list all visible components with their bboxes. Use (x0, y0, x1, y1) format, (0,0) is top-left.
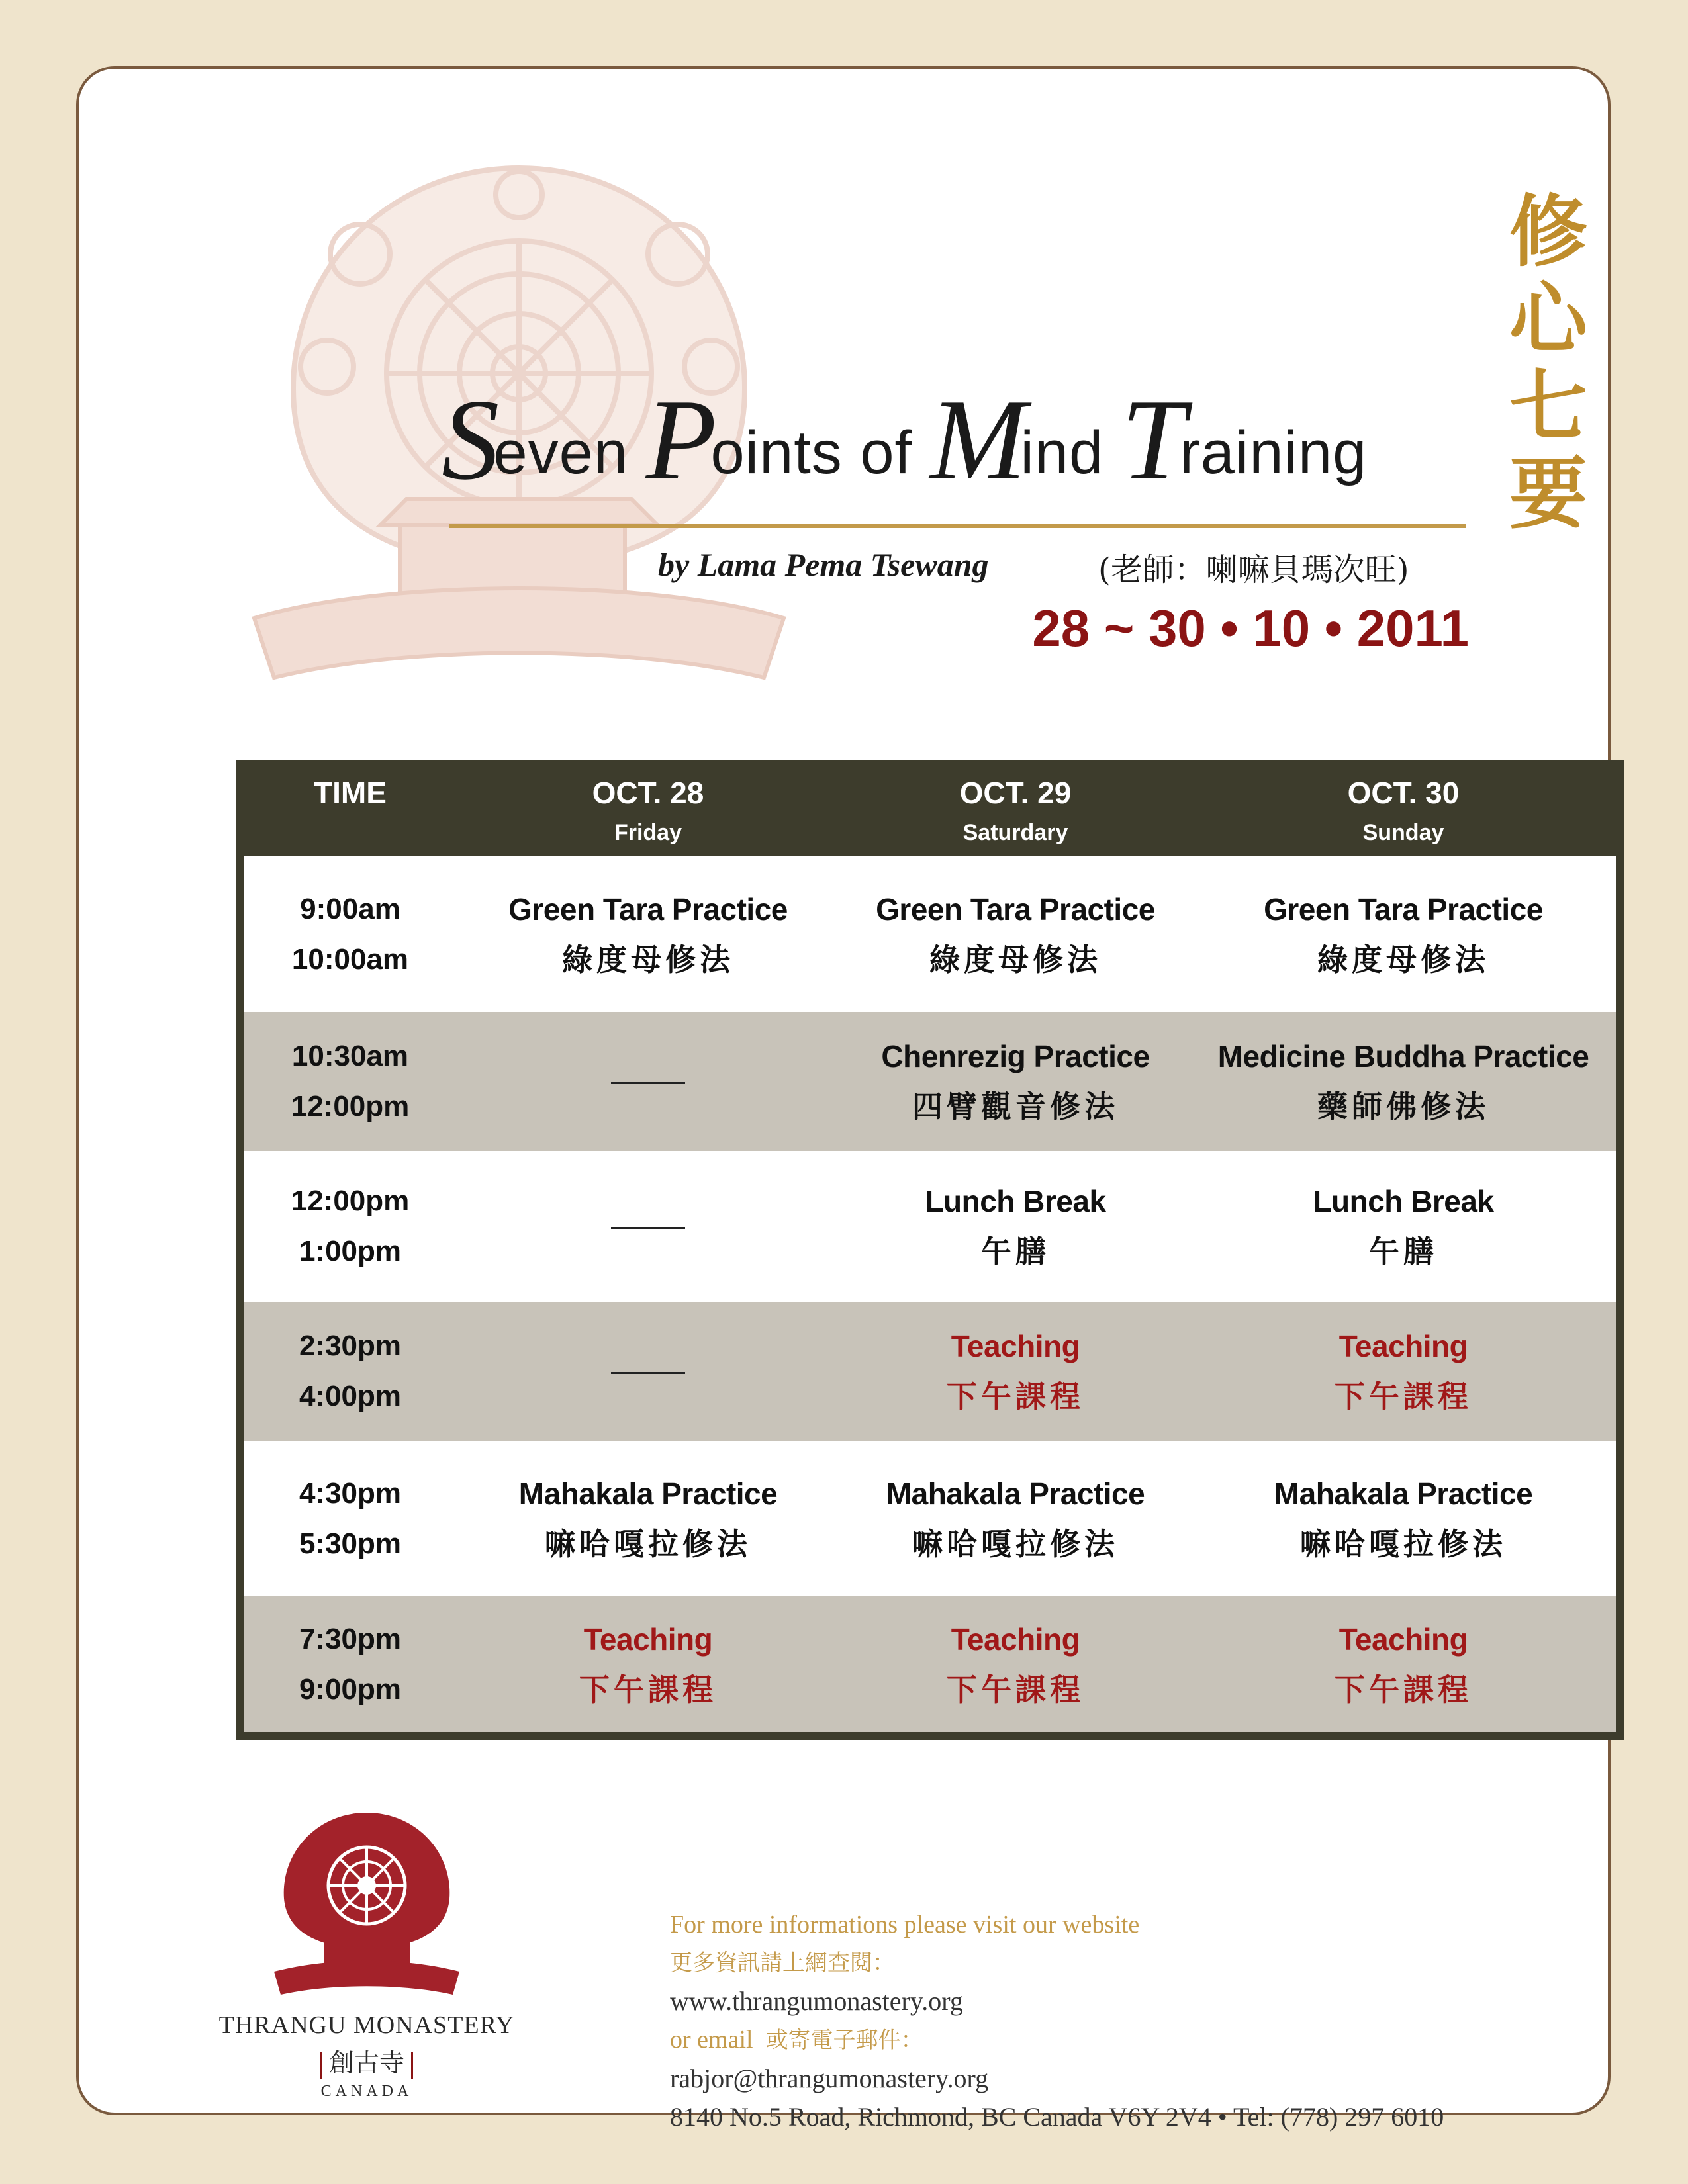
email-label-line (670, 2021, 1444, 2060)
header-day (840, 760, 1191, 856)
session-cell (1191, 1469, 1616, 1569)
teacher-byline: by Lama Pema Tsewang (658, 546, 989, 583)
header-weekday: Sunday (1362, 820, 1444, 845)
session-cell (1191, 1176, 1616, 1277)
session-cell (456, 1469, 840, 1569)
end-time: 4:00pm (299, 1380, 402, 1412)
divider (320, 2052, 322, 2079)
session-en: Lunch Break (1313, 1184, 1494, 1218)
session-en: Mahakala Practice (1274, 1476, 1533, 1511)
start-time: 2:30pm (299, 1330, 402, 1362)
session-en: Teaching (951, 1621, 1080, 1657)
session-cell (840, 1031, 1191, 1132)
session-en: Teaching (1338, 1329, 1468, 1363)
session-cell (840, 1321, 1191, 1422)
title-underline (449, 524, 1466, 528)
title-word: oints of (710, 419, 930, 486)
end-time: 10:00am (291, 942, 409, 976)
session-zh: 下午課程 (1335, 1671, 1472, 1707)
title-word: ind (1020, 419, 1121, 486)
start-time: 9:00am (300, 892, 400, 925)
session-zh: 下午課程 (579, 1671, 717, 1707)
time-cell (244, 1469, 456, 1569)
header-time-label: TIME (314, 776, 387, 810)
info-line: For more informations please visit our website (670, 1911, 1140, 1938)
header-weekday: Saturdary (962, 820, 1068, 845)
title-cn-char: 要 (1509, 448, 1587, 539)
no-session-dash (611, 1227, 685, 1229)
session-zh: 午膳 (1369, 1234, 1438, 1269)
website-link[interactable]: www.thrangumonastery.org (670, 1986, 963, 2016)
start-time: 10:30am (291, 1040, 409, 1072)
title-initial: M (929, 375, 1027, 504)
event-dates: 28 ~ 30 • 10 • 2011 (1032, 599, 1469, 657)
session-zh: 嘛哈嘎拉修法 (545, 1525, 751, 1562)
title-word: raining (1180, 419, 1368, 486)
session-cell (456, 884, 840, 985)
session-en: Green Tara Practice (1264, 891, 1543, 927)
time-cell (244, 884, 456, 985)
end-time: 1:00pm (299, 1235, 402, 1267)
session-en: Green Tara Practice (508, 891, 788, 927)
session-zh: 下午課程 (1335, 1379, 1472, 1414)
session-en: Lunch Break (925, 1184, 1106, 1218)
header-date: OCT. 29 (959, 776, 1072, 810)
session-en: Teaching (583, 1621, 713, 1657)
session-zh: 綠度母修法 (929, 941, 1102, 978)
time-cell (244, 1614, 456, 1715)
session-en: Mahakala Practice (518, 1476, 778, 1511)
session-en: Mahakala Practice (886, 1476, 1145, 1511)
logo-chinese-name (218, 2042, 516, 2079)
time-cell (244, 1031, 456, 1132)
start-time: 7:30pm (299, 1622, 402, 1655)
start-time: 12:00pm (291, 1185, 410, 1217)
session-en: Teaching (951, 1329, 1080, 1363)
time-cell (244, 1176, 456, 1277)
empty-session-cell (456, 1365, 840, 1377)
end-time: 12:00pm (291, 1090, 410, 1122)
header-time (244, 760, 456, 856)
chinese-vertical-title (1499, 188, 1598, 537)
title-word: even (493, 419, 646, 486)
header-day (456, 760, 840, 856)
session-zh: 嘛哈嘎拉修法 (912, 1525, 1119, 1562)
header-date: OCT. 30 (1347, 776, 1460, 810)
session-cell (840, 1469, 1191, 1569)
schedule-row (244, 1596, 1616, 1732)
header-date: OCT. 28 (592, 776, 704, 810)
session-en: Medicine Buddha Practice (1217, 1039, 1589, 1073)
session-zh: 下午課程 (947, 1379, 1084, 1414)
empty-session-cell (456, 1075, 840, 1087)
empty-session-cell (456, 1220, 840, 1232)
email-label: or email (670, 2026, 753, 2054)
schedule-row (244, 1302, 1616, 1441)
email-label-cn: 或寄電子郵件： (765, 2027, 923, 2054)
no-session-dash (611, 1372, 685, 1374)
title-cn-char: 修 (1509, 186, 1587, 277)
session-zh: 綠度母修法 (1317, 941, 1489, 978)
session-cell (1191, 1614, 1616, 1715)
title-initial: S (442, 375, 500, 504)
dharma-wheel-logo-icon (218, 1806, 516, 2005)
contact-info (670, 1905, 1444, 2136)
logo-name: THRANGU MONASTERY (218, 2011, 515, 2039)
header-weekday: Friday (614, 820, 682, 845)
no-session-dash (611, 1082, 685, 1084)
schedule-table (236, 760, 1624, 1740)
session-cell (1191, 1321, 1616, 1422)
session-cell (840, 884, 1191, 985)
logo-country: CANADA (320, 2083, 413, 2100)
end-time: 5:30pm (299, 1527, 402, 1560)
info-line-cn: 更多資訊請上網查閱： (670, 1950, 895, 1976)
session-zh: 四臂觀音修法 (912, 1089, 1119, 1124)
title-initial: T (1121, 375, 1187, 504)
event-title (442, 375, 1474, 504)
session-zh: 午膳 (981, 1234, 1050, 1269)
header-day (1191, 760, 1616, 856)
teacher-name-chinese: (老師：喇嘛貝瑪次旺) (1098, 551, 1409, 588)
address-phone: 8140 No.5 Road, Richmond, BC Canada V6Y 2V4 • Tel: (778) 297 6010 (670, 2102, 1444, 2132)
session-en: Teaching (1338, 1621, 1468, 1657)
title-initial: P (645, 375, 718, 504)
session-cell (456, 1614, 840, 1715)
schedule-row (244, 1012, 1616, 1151)
session-cell (840, 1614, 1191, 1715)
title-cn-char: 七 (1509, 361, 1587, 452)
time-cell (244, 1321, 456, 1422)
schedule-row (244, 856, 1616, 1012)
logo-cn-text: 創古寺 (328, 2048, 404, 2077)
session-zh: 下午課程 (947, 1671, 1084, 1707)
divider (411, 2052, 413, 2079)
session-en: Green Tara Practice (876, 891, 1155, 927)
start-time: 4:30pm (299, 1477, 402, 1510)
schedule-row (244, 1151, 1616, 1302)
schedule-header (244, 760, 1616, 856)
monastery-logo (218, 1806, 516, 2101)
session-cell (1191, 1031, 1616, 1132)
poster-card (76, 66, 1611, 2132)
session-cell (1191, 884, 1616, 985)
schedule-row (244, 1441, 1616, 1596)
end-time: 9:00pm (299, 1672, 402, 1706)
session-zh: 嘛哈嘎拉修法 (1300, 1525, 1507, 1562)
title-cn-char: 心 (1509, 273, 1587, 365)
session-zh: 綠度母修法 (562, 941, 734, 978)
session-en: Chenrezig Practice (881, 1039, 1150, 1073)
session-zh: 藥師佛修法 (1317, 1089, 1489, 1124)
session-cell (840, 1176, 1191, 1277)
email-link[interactable]: rabjor@thrangumonastery.org (670, 2064, 989, 2093)
